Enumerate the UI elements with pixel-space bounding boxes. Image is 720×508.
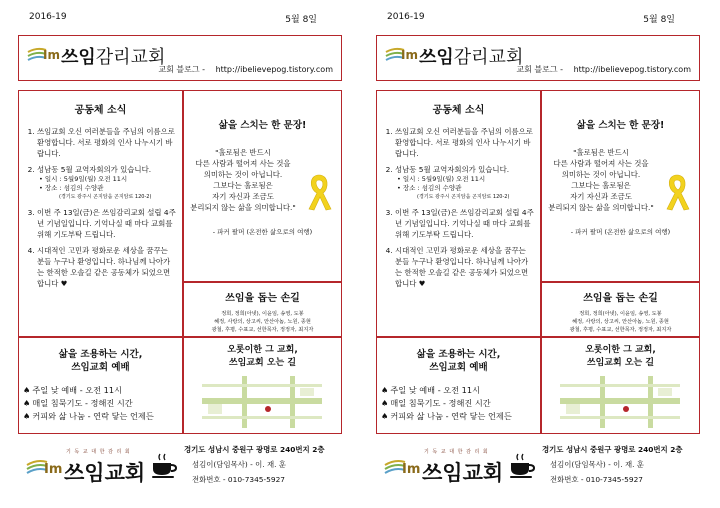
blog-line	[158, 64, 333, 75]
worship-title: 삶을 조용하는 시간,	[416, 349, 501, 360]
footer-tagline: 기 독 교 대 한 감 리 회	[424, 449, 489, 455]
worship-box	[18, 337, 183, 434]
title-box	[376, 35, 700, 81]
coffee-cup-icon	[150, 452, 178, 480]
bulletin-page-left	[15, 0, 345, 508]
news-title: 공동체 소식	[74, 105, 127, 116]
header-date: 2016-19	[387, 12, 425, 22]
spade-icon: ♠	[23, 411, 31, 421]
worship-item: ♠ 커피와 삶 나눔 - 연락 닿는 언제든	[23, 411, 154, 421]
quote-source: - 파커 팔머 (온전한 삶으로의 여행)	[212, 228, 313, 236]
news-item: 3. 이번 주 13일(금)은 쓰임감리교회 설립 4주년 기념일입니다. 기억나실 때 마다 교회를 위해 기도부탁 드립니다.	[37, 207, 176, 240]
address: 경기도 성남시 중원구 광명로 240번지 2층	[184, 445, 325, 454]
spade-icon: ♠	[381, 385, 389, 395]
address: 경기도 성남시 중원구 광명로 240번지 2층	[542, 445, 683, 454]
news-box	[376, 90, 541, 337]
directions-title: 오롯이한 그 교회,	[585, 345, 656, 355]
news-item: 1. 쓰임교회 오신 여러분들을 주님의 이름으로 환영합니다. 서로 평화의 인사 나누시기 바랍니다.	[395, 126, 534, 159]
map-image	[202, 376, 322, 428]
logo-im: Im	[401, 48, 418, 62]
quote-body: "홀로됨은 반드시 다른 사람과 떨어져 사는 것을 의미하는 것이 아닙니다. 그보다는 홀로됨은 자기 자신과 조금도 분리되지 않는 삶을 의미합니다."	[190, 148, 296, 212]
coffee-cup-icon	[508, 452, 536, 480]
quote-box	[541, 90, 700, 282]
quote-body: "홀로됨은 반드시 다른 사람과 떨어져 사는 것을 의미하는 것이 아닙니다. 그보다는 홀로됨은 자기 자신과 조금도 분리되지 않는 삶을 의미합니다."	[548, 148, 654, 212]
header-day: 5월 8일	[285, 15, 317, 25]
footer-im: Im	[44, 462, 63, 477]
pastor: 섬김이(담임목사) - 이. 재. 훈	[192, 460, 286, 469]
news-item: 4. 시대적인 고민과 평화로운 세상을 꿈꾸는 분들 누구나 환영입니다. 하나님께 나아가는 한적한 오솔길 같은 공동체가 되었으면 합니다 ♥	[395, 245, 534, 289]
footer-name: 쓰임교회	[64, 461, 146, 485]
header-day: 5월 8일	[643, 15, 675, 25]
title-box	[18, 35, 342, 81]
quote-box	[183, 90, 342, 282]
news-item2-note: (경기도 광주시 곤지암읍 곤지암로 120-2)	[417, 194, 510, 200]
logo-name-light: 감리교회	[95, 47, 166, 68]
worship-box	[376, 337, 541, 434]
logo-name-light: 감리교회	[453, 47, 524, 68]
blog-line	[516, 64, 691, 75]
worship-subtitle: 쓰임교회 예배	[71, 362, 130, 373]
footer-logo	[384, 448, 504, 485]
map-image	[560, 376, 680, 428]
yellow-ribbon-icon	[663, 171, 691, 211]
directions-title: 오롯이한 그 교회,	[227, 345, 298, 355]
church-logo	[27, 42, 177, 68]
news-item: 1. 쓰임교회 오신 여러분들을 주님의 이름으로 환영합니다. 서로 평화의 인사 나누시기 바랍니다.	[37, 126, 176, 159]
news-item: 2. 성남동 5월 교역자회의가 있습니다. • 일시 : 5월9일(월) 오전 11시 • 장소 : 섬김의 수양관 (경기도 광주시 곤지암읍 곤지암로 120-2)	[395, 164, 534, 202]
news-item2-date: • 일시 : 5월9일(월) 오전 11시	[397, 175, 486, 183]
worship-subtitle: 쓰임교회 예배	[429, 362, 488, 373]
spade-icon: ♠	[381, 398, 389, 408]
blog-url[interactable]: http://ibelievepog.tistory.com	[573, 65, 691, 74]
worship-title: 삶을 조용하는 시간,	[58, 349, 143, 360]
worship-item: ♠ 매일 침묵기도 - 정해진 시간	[381, 398, 491, 408]
spade-icon: ♠	[23, 398, 31, 408]
news-box	[18, 90, 183, 337]
footer	[18, 440, 342, 500]
contact-info	[542, 442, 683, 487]
footer	[376, 440, 700, 500]
blog-label: 교회 블로그 -	[158, 65, 206, 74]
worship-item: ♠ 주일 낮 예배 - 오전 11시	[381, 385, 481, 395]
quote-title: 삶을 스치는 한 문장!	[576, 120, 665, 131]
blog-label: 교회 블로그 -	[516, 65, 564, 74]
worship-item: ♠ 매일 침묵기도 - 정해진 시간	[23, 398, 133, 408]
spade-icon: ♠	[381, 411, 389, 421]
quote-source: - 파커 팔머 (온전한 삶으로의 여행)	[570, 228, 671, 236]
helpers-names: 정희, 정희(아넷), 이윤임, 송영, 도봉 혜정, 사랑의, 상고씨, 안산아놈, 노원, 종현 광철, 후평, 수표교, 선한목자, 정정자, 최지자	[211, 311, 314, 333]
directions-subtitle: 쓰임교회 오는 길	[228, 358, 297, 368]
logo-name: 쓰임	[419, 47, 454, 68]
news-item2-note: (경기도 광주시 곤지암읍 곤지암로 120-2)	[59, 194, 152, 200]
yellow-ribbon-icon	[305, 171, 333, 211]
quote-title: 삶을 스치는 한 문장!	[218, 120, 307, 131]
logo-im: Im	[43, 48, 60, 62]
footer-name: 쓰임교회	[422, 461, 504, 485]
worship-item: ♠ 커피와 삶 나눔 - 연락 닿는 언제든	[381, 411, 512, 421]
logo-name: 쓰임	[61, 47, 96, 68]
directions-box	[183, 337, 342, 434]
church-logo	[385, 42, 535, 68]
directions-box	[541, 337, 700, 434]
news-item: 4. 시대적인 고민과 평화로운 세상을 꿈꾸는 분들 누구나 환영입니다. 하나님께 나아가는 한적한 오솔길 같은 공동체가 되었으면 합니다 ♥	[37, 245, 176, 289]
helpers-names: 정희, 정희(아넷), 이윤임, 송영, 도봉 혜정, 사랑의, 상고씨, 안산아놈, 노원, 종현 광철, 후평, 수표교, 선한목자, 정정자, 최지자	[569, 311, 672, 333]
phone: 전화번호 - 010-7345-5927	[192, 475, 285, 484]
news-item: 2. 성남동 5월 교역자회의가 있습니다. • 일시 : 5월9일(월) 오전 11시 • 장소 : 섬김의 수양관 (경기도 광주시 곤지암읍 곤지암로 120-2)	[37, 164, 176, 202]
news-title: 공동체 소식	[432, 105, 485, 116]
phone: 전화번호 - 010-7345-5927	[550, 475, 643, 484]
directions-subtitle: 쓰임교회 오는 길	[586, 358, 655, 368]
footer-tagline: 기 독 교 대 한 감 리 회	[66, 449, 131, 455]
blog-url[interactable]: http://ibelievepog.tistory.com	[215, 65, 333, 74]
spade-icon: ♠	[23, 385, 31, 395]
helpers-title: 쓰임을 돕는 손길	[225, 293, 300, 304]
helpers-title: 쓰임을 돕는 손길	[583, 293, 658, 304]
news-item2-place: • 장소 : 섬김의 수양관	[397, 184, 462, 192]
news-item: 3. 이번 주 13일(금)은 쓰임감리교회 설립 4주년 기념일입니다. 기억나실 때 마다 교회를 위해 기도부탁 드립니다.	[395, 207, 534, 240]
news-item2-place: • 장소 : 섬김의 수양관	[39, 184, 104, 192]
bulletin-page-right	[373, 0, 703, 508]
helpers-box	[183, 282, 342, 337]
header-date: 2016-19	[29, 12, 67, 22]
news-item2-date: • 일시 : 5월9일(월) 오전 11시	[39, 175, 128, 183]
helpers-box	[541, 282, 700, 337]
worship-item: ♠ 주일 낮 예배 - 오전 11시	[23, 385, 123, 395]
footer-im: Im	[402, 462, 421, 477]
pastor: 섬김이(담임목사) - 이. 재. 훈	[550, 460, 644, 469]
contact-info	[184, 442, 325, 487]
footer-logo	[26, 448, 146, 485]
